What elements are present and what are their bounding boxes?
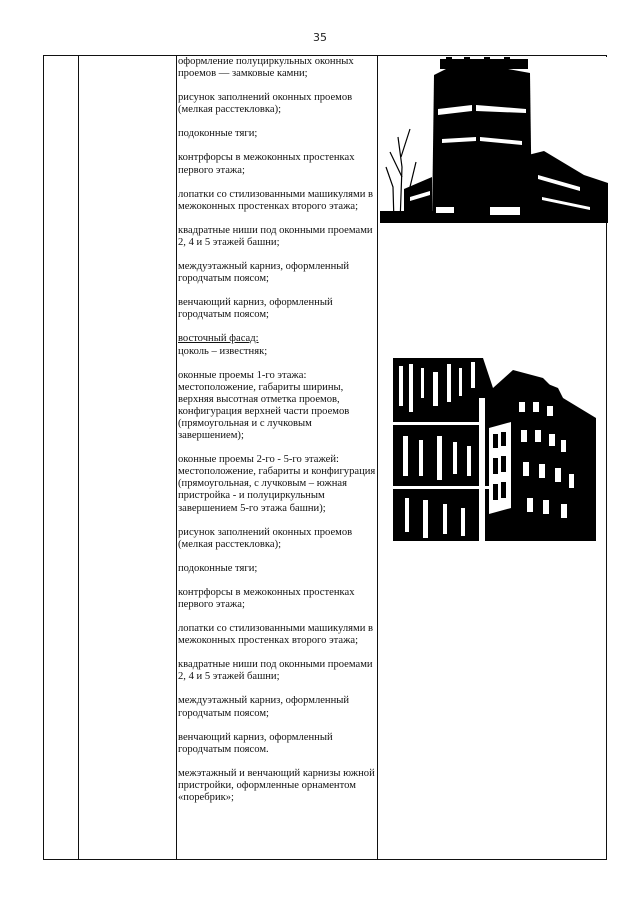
list-item: междуэтажный карниз, оформленный городчатым поясом; (178, 261, 350, 285)
list-item: межэтажный и венчающий карнизы южной пристройки, оформленные орнаментом «поребрик»; (178, 767, 375, 804)
list-item: оконные проемы 1-го этажа: местоположение, габариты ширины, верхняя высотная отметка проемов, конфигурация верхней части проемов (прямоугольная и с лучковым завершением); (178, 369, 350, 442)
list-item: венчающий карниз, оформленный городчатым поясом; (178, 297, 333, 321)
building-tower-image (380, 57, 608, 223)
list-item: междуэтажный карниз, оформленный городчатым поясом; (178, 695, 350, 719)
list-item: рисунок заполнений оконных проемов (мелкая расстекловка); (178, 92, 353, 116)
list-item: оформление полуциркульных оконных проемов — замковые камни; (178, 56, 354, 80)
list-item: оконные проемы 2-го - 5-го этажей: местоположение, габариты и конфигурация (прямоугольная, с лучковым – южная пристройка - и полуциркульным завершением 5-го этажа башни); (178, 454, 376, 514)
table-column-divider (176, 56, 177, 859)
section-heading: восточный фасад: (178, 333, 259, 345)
list-item: контрфорсы в межоконных простенках первого этажа; (178, 152, 355, 176)
list-item: подоконные тяги; (178, 562, 258, 574)
list-item: цоколь – известняк; (178, 345, 268, 357)
list-item: венчающий карниз, оформленный городчатым поясом. (178, 731, 333, 755)
list-item: лопатки со стилизованными машикулями в межоконных простенках второго этажа; (178, 623, 374, 647)
list-item: квадратные ниши под оконными проемами 2, 4 и 5 этажей башни; (178, 659, 373, 683)
description-cell (178, 56, 376, 816)
list-item: квадратные ниши под оконными проемами 2, 4 и 5 этажей башни; (178, 224, 373, 248)
list-item: контрфорсы в межоконных простенках первого этажа; (178, 586, 355, 610)
list-item: рисунок заполнений оконных проемов (мелкая расстекловка); (178, 526, 353, 550)
east-facade-photo (393, 358, 596, 541)
building-tower-photo (380, 57, 608, 223)
section-east-facade (178, 333, 376, 357)
page-number: 35 (313, 31, 327, 44)
table-column-divider (377, 56, 378, 859)
east-facade-image (393, 358, 596, 541)
table-border-left (43, 56, 44, 859)
list-item: лопатки со стилизованными машикулями в межоконных простенках второго этажа; (178, 188, 374, 212)
list-item: подоконные тяги; (178, 128, 258, 140)
table-column-divider (78, 56, 79, 859)
